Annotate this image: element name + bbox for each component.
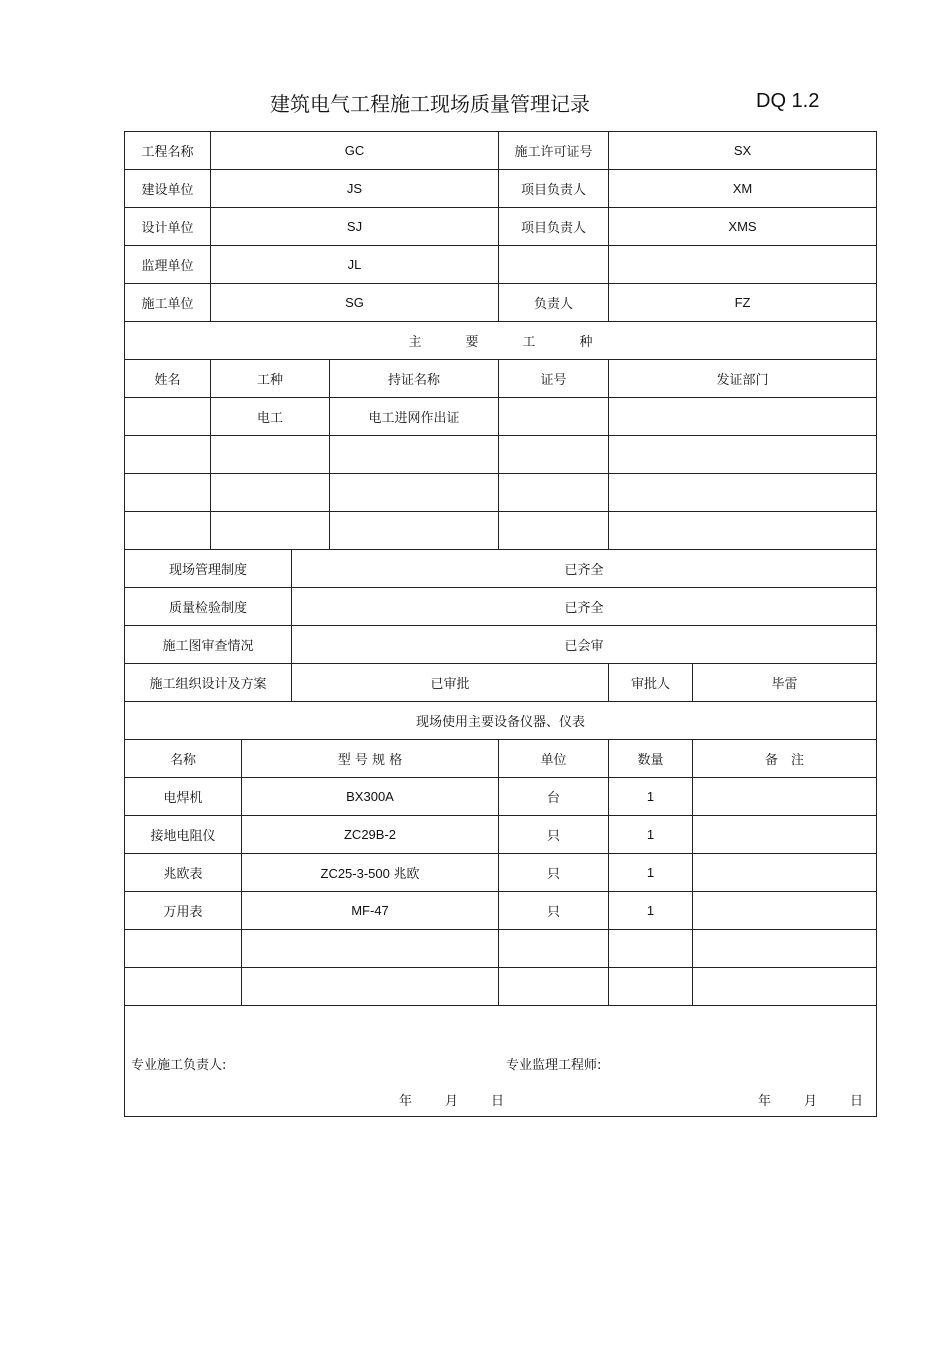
cell-model[interactable] [242,930,499,968]
cell-model[interactable]: BX300A [242,778,499,816]
cell-quantity[interactable]: 1 [609,854,693,892]
cell-name[interactable] [125,398,211,436]
cell-remarks[interactable] [693,892,877,930]
table-row [125,968,877,1006]
page-title: 建筑电气工程施工现场质量管理记录 [270,92,590,116]
table-row [125,778,877,816]
table-row [125,816,877,854]
row-builder [125,170,877,208]
label-contractor-head: 负责人 [499,284,609,322]
trades-title-char: 要 [465,335,479,350]
label-builder: 建设单位 [125,170,211,208]
table-row [125,930,877,968]
date-month: 月 [445,1094,459,1109]
cell-certificate[interactable] [330,474,499,512]
cell-remarks[interactable] [693,930,877,968]
field-contractor[interactable]: SG [211,284,499,322]
quality-record-form [124,131,877,1117]
cell-trade[interactable] [211,436,330,474]
field-designer[interactable]: SJ [211,208,499,246]
row-supervisor [125,246,877,284]
cell-cert-number[interactable] [499,398,609,436]
cell-quantity[interactable]: 1 [609,816,693,854]
header-cert-number: 证号 [499,360,609,398]
cell-cert-number[interactable] [499,474,609,512]
label-designer: 设计单位 [125,208,211,246]
header-equipment-name: 名称 [125,740,242,778]
table-row [125,436,877,474]
form-code: DQ 1.2 [756,90,820,112]
row-construction-plan [125,664,877,702]
cell-equipment-name[interactable] [125,930,242,968]
field-project-name[interactable]: GC [211,132,499,170]
date-month: 月 [804,1094,818,1109]
cell-trade[interactable] [211,474,330,512]
field-designer-pm[interactable]: XMS [609,208,877,246]
cell-model[interactable]: ZC25-3-500 兆欧 [242,854,499,892]
field-permit[interactable]: SX [609,132,877,170]
table-row [125,398,877,436]
date-year: 年 [758,1094,772,1109]
row-equipment-header [125,740,877,778]
table-row [125,892,877,930]
cell-name[interactable] [125,512,211,550]
cell-issuer[interactable] [609,398,877,436]
field-contractor-head[interactable]: FZ [609,284,877,322]
cell-quantity[interactable]: 1 [609,778,693,816]
header-remarks: 备 注 [693,740,877,778]
supervisor-signature-label: 专业监理工程师: [506,1058,602,1073]
cell-cert-number[interactable] [499,436,609,474]
row-equipment-title [125,702,877,740]
cell-name[interactable] [125,436,211,474]
date-day: 日 [850,1094,864,1109]
header-name: 姓名 [125,360,211,398]
header-quantity: 数量 [609,740,693,778]
field-approver[interactable]: 毕雷 [693,664,877,702]
cell-issuer[interactable] [609,512,877,550]
cell-equipment-name[interactable] [125,968,242,1006]
table-row [125,474,877,512]
cell-model[interactable] [242,968,499,1006]
cell-cert-number[interactable] [499,512,609,550]
cell-model[interactable]: MF-47 [242,892,499,930]
header-certificate: 持证名称 [330,360,499,398]
header-trade: 工种 [211,360,330,398]
equipment-section-title: 现场使用主要设备仪器、仪表 [125,702,877,740]
cell-remarks[interactable] [693,968,877,1006]
trades-title-char: 种 [579,335,593,350]
label-permit: 施工许可证号 [499,132,609,170]
field-builder[interactable]: JS [211,170,499,208]
row-designer [125,208,877,246]
cell-unit[interactable] [499,930,609,968]
cell-remarks[interactable] [693,854,877,892]
signature-block [125,1006,877,1117]
cell-quantity[interactable]: 1 [609,892,693,930]
field-construction-plan[interactable]: 已审批 [292,664,609,702]
label-designer-pm: 项目负责人 [499,208,609,246]
cell-unit[interactable]: 只 [499,892,609,930]
cell-certificate[interactable] [330,512,499,550]
label-quality-inspection: 质量检验制度 [125,588,292,626]
cell-equipment-name[interactable]: 电焊机 [125,778,242,816]
label-site-management: 现场管理制度 [125,550,292,588]
cell-equipment-name[interactable]: 接地电阻仪 [125,816,242,854]
cell-name[interactable] [125,474,211,512]
label-contractor: 施工单位 [125,284,211,322]
row-trades-title [125,322,877,360]
cell-equipment-name[interactable]: 兆欧表 [125,854,242,892]
cell-issuer[interactable] [609,474,877,512]
cell-equipment-name[interactable]: 万用表 [125,892,242,930]
supervisor-date [758,1090,877,1109]
field-supervisor[interactable]: JL [211,246,499,284]
date-year: 年 [399,1094,413,1109]
row-site-management [125,550,877,588]
header-model: 型 号 规 格 [242,740,499,778]
trades-title-char: 工 [522,335,536,350]
cell-remarks[interactable] [693,816,877,854]
contractor-date [399,1090,537,1109]
cell-quantity[interactable] [609,930,693,968]
label-drawing-review: 施工图审查情况 [125,626,292,664]
empty-cell [609,246,877,284]
row-quality-inspection [125,588,877,626]
row-signatures [125,1006,877,1117]
cell-trade[interactable]: 电工 [211,398,330,436]
cell-unit[interactable]: 只 [499,816,609,854]
date-day: 日 [491,1094,505,1109]
trades-title-char: 主 [408,335,422,350]
header-issuer: 发证部门 [609,360,877,398]
label-approver: 审批人 [609,664,693,702]
header-unit: 单位 [499,740,609,778]
cell-certificate[interactable]: 电工进网作出证 [330,398,499,436]
cell-quantity[interactable] [609,968,693,1006]
label-project-name: 工程名称 [125,132,211,170]
cell-issuer[interactable] [609,436,877,474]
row-drawing-review [125,626,877,664]
cell-trade[interactable] [211,512,330,550]
label-supervisor: 监理单位 [125,246,211,284]
field-quality-inspection[interactable]: 已齐全 [292,588,877,626]
empty-cell [499,246,609,284]
row-project-name [125,132,877,170]
contractor-signature-label: 专业施工负责人: [131,1058,227,1073]
table-row [125,854,877,892]
cell-unit[interactable]: 台 [499,778,609,816]
cell-unit[interactable] [499,968,609,1006]
trades-section-title [125,322,877,360]
row-trades-header [125,360,877,398]
field-site-management[interactable]: 已齐全 [292,550,877,588]
table-row [125,512,877,550]
cell-certificate[interactable] [330,436,499,474]
cell-remarks[interactable] [693,778,877,816]
cell-model[interactable]: ZC29B-2 [242,816,499,854]
field-drawing-review[interactable]: 已会审 [292,626,877,664]
row-contractor [125,284,877,322]
cell-unit[interactable]: 只 [499,854,609,892]
label-builder-pm: 项目负责人 [499,170,609,208]
field-builder-pm[interactable]: XM [609,170,877,208]
label-construction-plan: 施工组织设计及方案 [125,664,292,702]
